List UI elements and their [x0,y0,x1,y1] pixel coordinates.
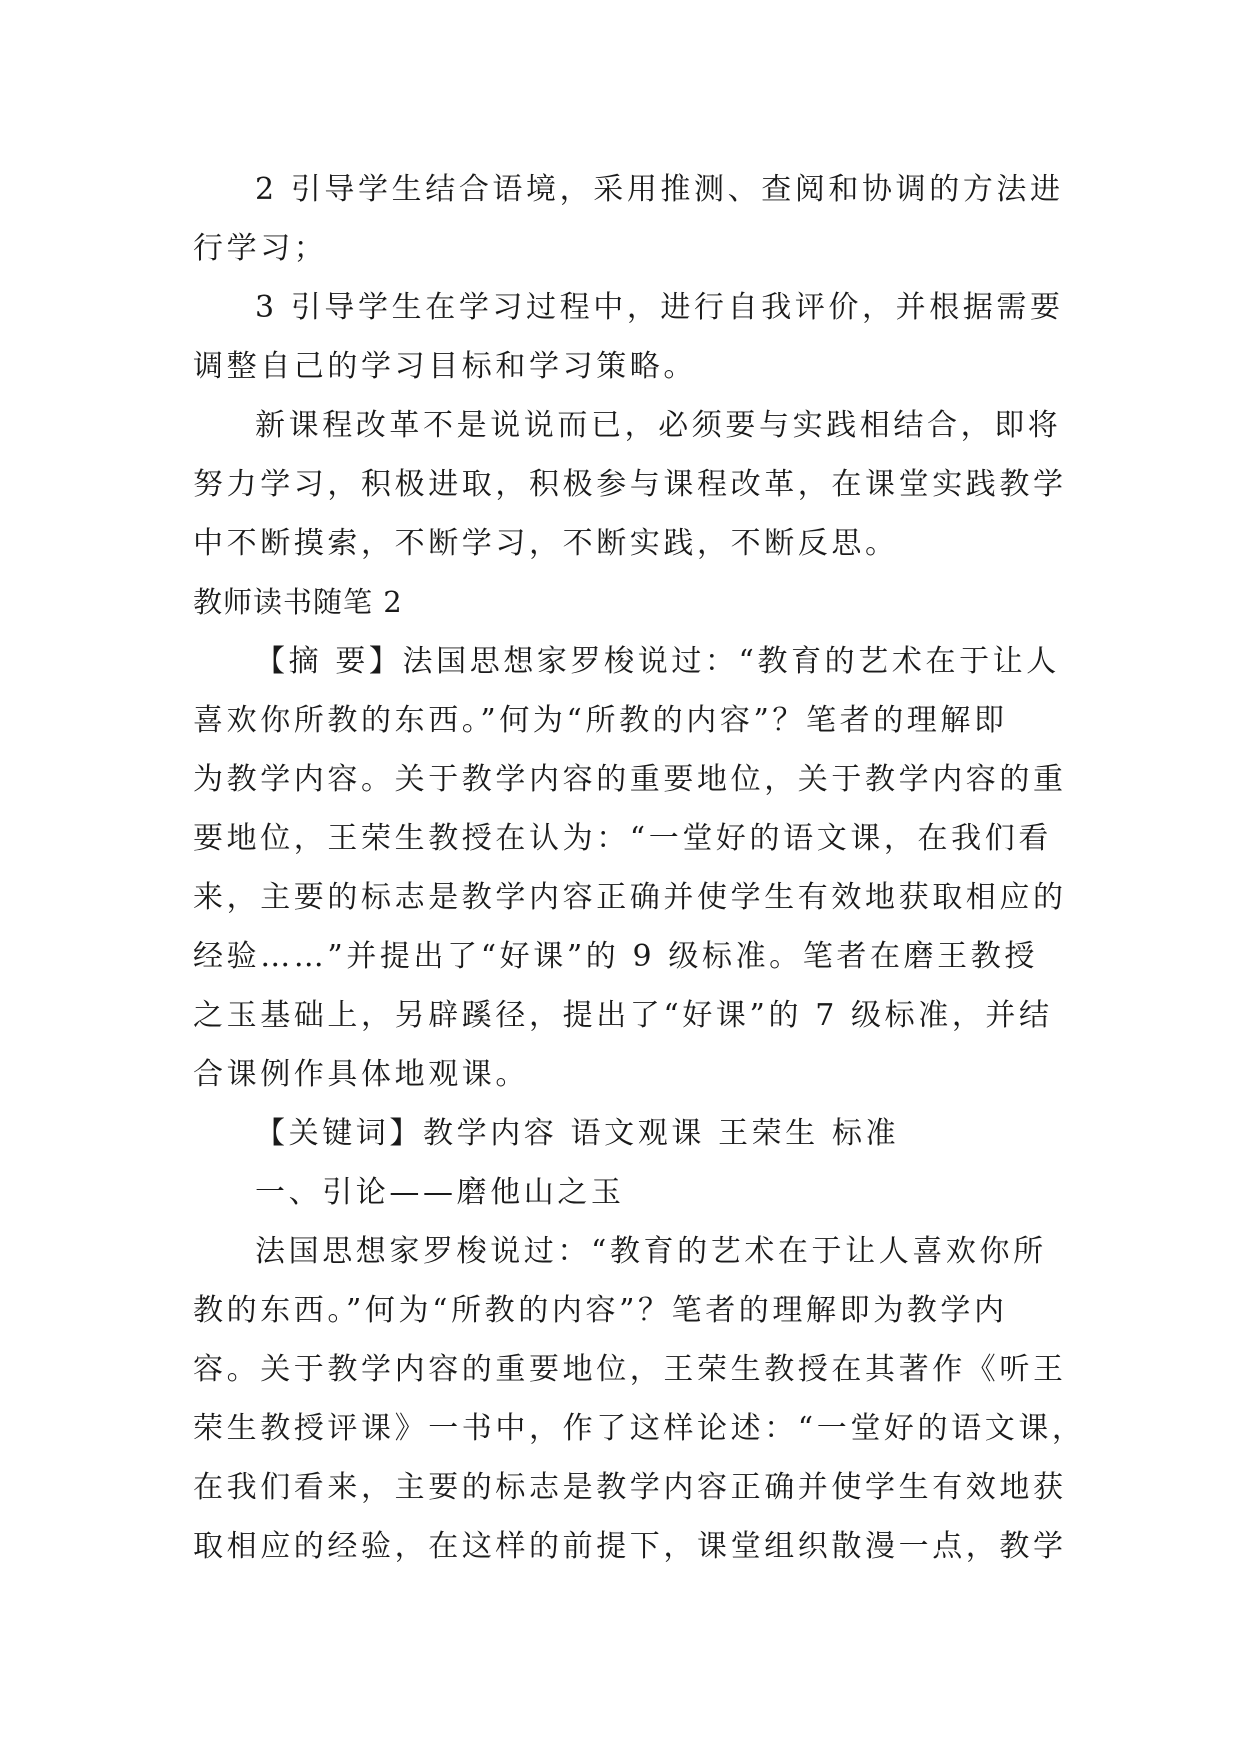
text-line: 新课程改革不是说说而已，必须要与实践相结合，即将 [255,408,1062,443]
text-line: 合课例作具体地观课。 [193,1057,529,1092]
text-line: 之玉基础上，另辟蹊径，提出了“好课”的 7 级标准，并结 [193,998,1053,1033]
text-line: 经验……”并提出了“好课”的 9 级标准。笔者在磨王教授 [193,939,1038,974]
text-line: 一、引论——磨他山之玉 [255,1175,625,1210]
text-line: 调整自己的学习目标和学习策略。 [193,349,697,384]
text-line: 行学习； [193,231,328,266]
text-line: 为教学内容。关于教学内容的重要地位，关于教学内容的重 [193,762,1067,797]
text-line: 来，主要的标志是教学内容正确并使学生有效地获取相应的 [193,880,1067,915]
text-line: 2 引导学生结合语境，采用推测、查阅和协调的方法进 [255,172,1064,207]
text-line: 【摘 要】法国思想家罗梭说过：“教育的艺术在于让人 [255,644,1060,679]
section-title: 教师读书随笔 2 [193,585,403,619]
text-line: 容。关于教学内容的重要地位，王荣生教授在其著作《听王 [193,1352,1067,1387]
text-line: 喜欢你所教的东西。”何为“所教的内容”？笔者的理解即 [193,703,1008,738]
text-line: 法国思想家罗梭说过：“教育的艺术在于让人喜欢你所 [255,1234,1047,1269]
document-page [193,160,1086,1576]
text-line: 【关键词】教学内容 语文观课 王荣生 标准 [255,1116,900,1151]
text-line: 荣生教授评课》一书中，作了这样论述：“一堂好的语文课， [193,1411,1086,1446]
text-line: 要地位，王荣生教授在认为：“一堂好的语文课，在我们看 [193,821,1052,856]
text-line: 中不断摸索，不断学习，不断实践，不断反思。 [193,526,899,561]
text-line: 教的东西。”何为“所教的内容”？笔者的理解即为教学内 [193,1293,1008,1328]
text-line: 努力学习，积极进取，积极参与课程改革，在课堂实践教学 [193,467,1067,502]
text-line: 在我们看来，主要的标志是教学内容正确并使学生有效地获 [193,1470,1067,1505]
text-line: 3 引导学生在学习过程中，进行自我评价，并根据需要 [255,290,1064,325]
text-line: 取相应的经验，在这样的前提下，课堂组织散漫一点，教学 [193,1529,1067,1564]
